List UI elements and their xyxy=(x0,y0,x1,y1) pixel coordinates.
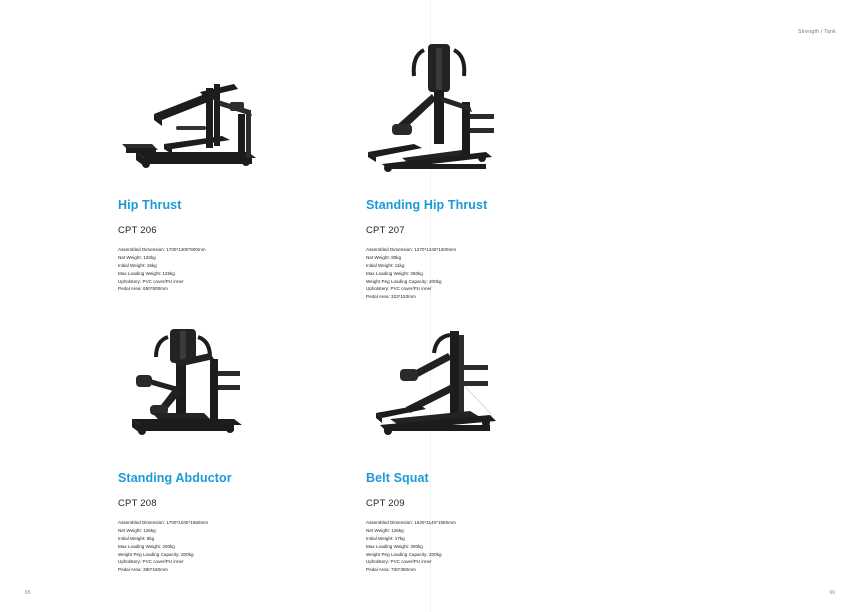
spec-line: Assembled Dimension: 1700*1040*1650mm xyxy=(118,520,209,525)
product-card[interactable] xyxy=(366,313,666,574)
spec-line: Upholstery: PVC cover/PU inner xyxy=(366,559,432,565)
spec-line: Max Loading Weight: 200kg xyxy=(118,543,175,549)
product-title: Standing Hip Thrust xyxy=(366,198,488,212)
running-header: Strength / Tank xyxy=(797,29,836,35)
spec-line: Weight Peg Loading Capacity: 200kg xyxy=(118,551,194,557)
product-code: CPT 209 xyxy=(366,498,405,509)
product-code: CPT 206 xyxy=(118,225,157,236)
spec-line: Initial Weight: 17kg xyxy=(366,535,405,541)
product-specs xyxy=(366,519,666,574)
product-code: CPT 207 xyxy=(366,225,405,236)
spec-line: Pedal Area: 380*160mm xyxy=(118,567,168,573)
spec-line: Assembled Dimension: 1700*1300*900mm xyxy=(118,247,206,252)
product-card[interactable] xyxy=(366,40,666,301)
spec-line: Net Weight: 133kg xyxy=(118,254,156,260)
product-code: CPT 208 xyxy=(118,498,157,509)
product-title: Belt Squat xyxy=(366,471,429,485)
spec-line: Upholstery: PVC cover/PU inner xyxy=(366,286,432,292)
spec-line: Initial Weight: 11kg xyxy=(366,262,405,268)
standing-abductor-machine-photo xyxy=(118,313,358,463)
spec-line: Initial Weight: 8kg xyxy=(118,535,155,541)
page-number-right: 66 xyxy=(829,590,835,596)
spec-line: Weight Peg Loading Capacity: 200kg xyxy=(366,278,442,284)
spec-line: Pedal Area: 323*153mm xyxy=(366,294,416,300)
spec-line: Upholstery: PVC cover/PU inner xyxy=(118,278,184,284)
spec-line: Assembled Dimension: 1270*1240*1500mm xyxy=(366,247,457,252)
spec-line: Net Weight: 126kg xyxy=(366,527,404,533)
standing-hip-thrust-machine-photo xyxy=(366,40,606,190)
spec-line: Max Loading Weight: 125kg xyxy=(118,270,175,276)
spec-line: Net Weight: 126kg xyxy=(118,527,156,533)
spec-line: Net Weight: 80kg xyxy=(366,254,402,260)
spec-line: Initial Weight: 15kg xyxy=(118,262,157,268)
hip-thrust-machine-photo xyxy=(118,40,358,190)
spec-line: Weight Peg Loading Capacity: 200kg xyxy=(366,551,442,557)
spec-line: Assembled Dimension: 1620*1140*1550mm xyxy=(366,520,456,525)
spec-line: Max Loading Weight: 250kg xyxy=(366,270,423,276)
spec-line: Pedal Area: 650*500mm xyxy=(118,286,168,292)
spec-line: Upholstery: PVC cover/PU inner xyxy=(118,559,184,565)
product-specs xyxy=(366,246,666,301)
product-title: Hip Thrust xyxy=(118,198,182,212)
page-number-left: 65 xyxy=(25,590,31,596)
spec-line: Max Loading Weight: 300kg xyxy=(366,543,423,549)
product-title: Standing Abductor xyxy=(118,471,232,485)
spec-line: Pedal Area: 700*380mm xyxy=(366,567,416,573)
belt-squat-machine-photo xyxy=(366,313,606,463)
